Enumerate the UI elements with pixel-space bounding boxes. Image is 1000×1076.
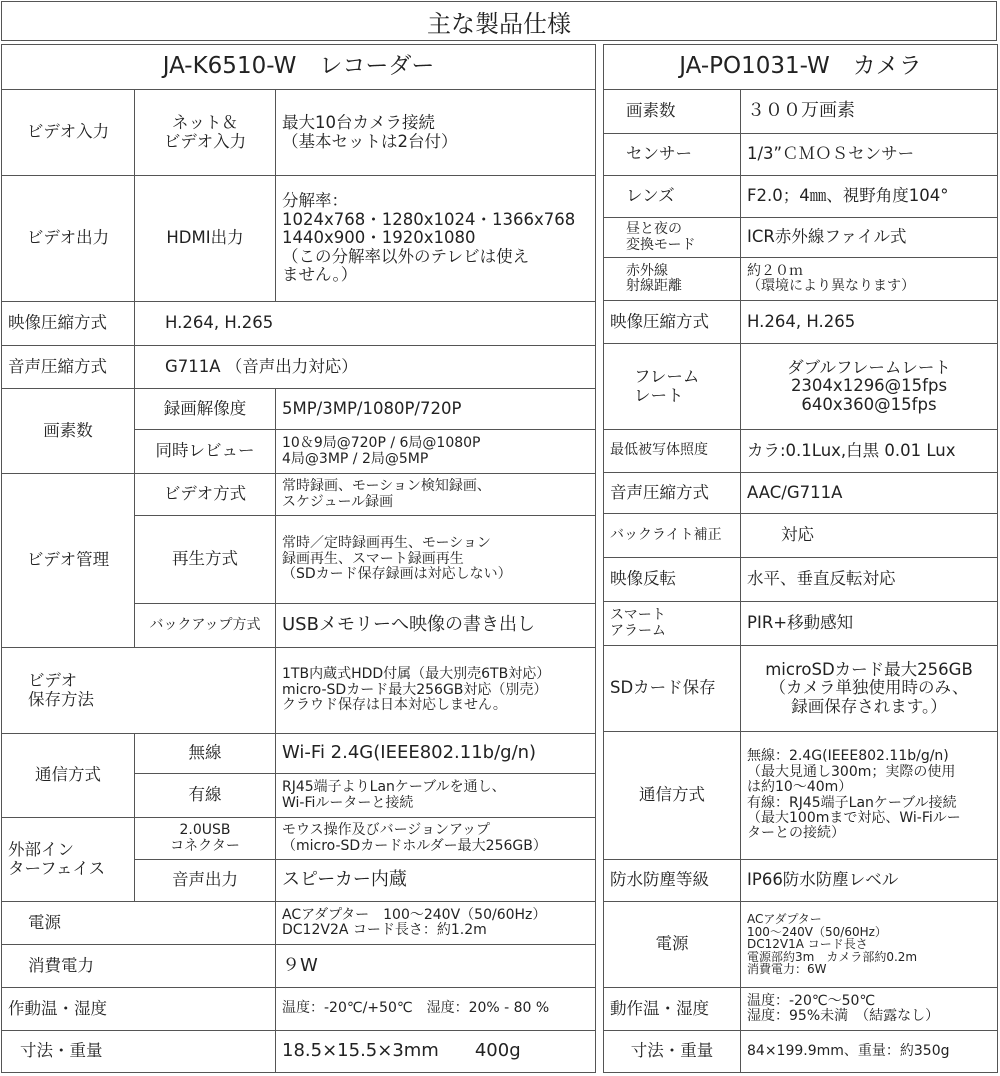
text-line: ビデオ	[28, 671, 78, 691]
cam-value-pixels: ３００万画素	[741, 90, 998, 134]
text-line: 録画再生、スマート録画再生	[282, 550, 464, 567]
cam-value-image-flip: 水平、垂直反転対応	[741, 558, 998, 602]
cam-value-audio-compression: AAC/G711A	[741, 473, 998, 514]
value-power-consumption: ９W	[276, 945, 596, 988]
row-label-communication: 通信方式	[2, 734, 135, 818]
sub-label-wired: 有線	[135, 774, 276, 818]
row-label-video-storage	[2, 648, 276, 734]
text-line: （micro-SDカードホルダー最大256GB）	[282, 837, 547, 854]
row-label-operating-temp: 作動温・湿度	[2, 988, 276, 1031]
value-playback-mode	[276, 516, 596, 604]
text-line: 分解率：	[282, 191, 348, 211]
cam-label-backlight: バックライト補正	[604, 514, 741, 558]
cam-value-waterproof: IP66防水防塵レベル	[741, 860, 998, 902]
row-label-size-weight: 寸法・重量	[2, 1031, 276, 1073]
cam-label-size-weight: 寸法・重量	[604, 1031, 741, 1073]
text-line: レート	[634, 385, 684, 405]
value-video-out	[276, 176, 596, 302]
cam-value-min-illumination: カラ:0.1Lux,白黒 0.01 Lux	[741, 430, 998, 473]
cam-value-sensor: 1/3”ＣＭＯＳセンサー	[741, 134, 998, 176]
cam-value-size-weight: 84×199.9mm、重量：約350g	[741, 1031, 998, 1073]
row-label-audio-compression: 音声圧縮方式	[2, 346, 135, 389]
text-line: 最大10台カメラ接続	[282, 113, 435, 133]
text-line: microSDカード最大256GB	[765, 659, 973, 679]
cam-value-power	[741, 902, 998, 988]
text-line: 常時／定時録画再生、モーション	[282, 535, 491, 552]
text-line: 射線距離	[626, 278, 682, 294]
text-line: ACアダプター	[747, 912, 822, 927]
text-line: スマート	[610, 607, 666, 624]
text-line: 昼と夜の	[626, 221, 682, 238]
value-video-compression: H.264, H.265	[135, 302, 596, 346]
value-rec-resolution: 5MP/3MP/1080P/720P	[276, 389, 596, 430]
sub-label-hdmi: HDMI出力	[135, 176, 276, 302]
cam-value-video-compression: H.264, H.265	[741, 301, 998, 344]
value-wired	[276, 774, 596, 818]
value-size-weight: 18.5×15.5×3mm 400g	[276, 1031, 596, 1073]
cam-label-image-flip: 映像反転	[604, 558, 741, 602]
cam-label-audio-compression: 音声圧縮方式	[604, 473, 741, 514]
text-line: ACアダプター 100～240V（50/60Hz）	[282, 906, 547, 923]
cam-value-smart-alarm: PIR+移動感知	[741, 602, 998, 646]
sub-label-usb-connector	[135, 818, 276, 860]
row-label-video-management: ビデオ管理	[2, 474, 135, 648]
cam-label-frame-rate	[604, 344, 741, 430]
text-line: DC12V1A コード長さ	[747, 937, 868, 952]
text-line: （最大100mまで対応、Wi-Fiルー	[747, 809, 961, 826]
cam-label-communication: 通信方式	[604, 732, 741, 860]
value-audio-output: スピーカー内蔵	[276, 860, 596, 902]
text-line: （この分解率以外のテレビは使え	[282, 246, 530, 266]
cam-label-ir-distance	[604, 258, 741, 301]
sub-label-wireless: 無線	[135, 734, 276, 774]
text-line: DC12V2A コード長さ：約1.2m	[282, 922, 487, 938]
sub-label-rec-resolution: 録画解像度	[135, 389, 276, 430]
text-line: 100～240V（50/60Hz）	[747, 924, 887, 939]
cam-value-backlight: 対応	[741, 514, 998, 558]
text-line: 2.0USB	[179, 822, 231, 839]
row-label-power: 電源	[2, 902, 276, 945]
text-line: 温度：-20℃～50℃	[747, 992, 876, 1009]
text-line: 電源部約3m カメラ部約0.2m	[747, 949, 918, 964]
sub-label-audio-output: 音声出力	[135, 860, 276, 902]
text-line: 有線：RJ45端子Lanケーブル接続	[747, 794, 957, 811]
text-line: コネクター	[170, 837, 240, 854]
text-line: 10＆9局@720P / 6局@1080P	[282, 435, 481, 452]
value-wireless: Wi-Fi 2.4G(IEEE802.11b/g/n)	[276, 734, 596, 774]
row-label-pixels: 画素数	[2, 389, 135, 474]
text-line: 4局@3MP / 2局@5MP	[282, 450, 429, 467]
text-line: 約２０ｍ	[747, 262, 803, 279]
row-label-external-interface	[2, 818, 135, 902]
camera-spec-table	[603, 44, 998, 1073]
cam-label-sensor: センサー	[604, 134, 741, 176]
value-simultaneous-review	[276, 430, 596, 474]
value-video-storage	[276, 648, 596, 734]
text-line: （カメラ単独使用時のみ、	[769, 678, 969, 698]
cam-value-operating-temp	[741, 988, 998, 1031]
text-line: 保存方法	[28, 689, 94, 709]
text-line: スケジュール録画	[282, 493, 394, 510]
text-line: 無線：2.4G(IEEE802.11b/g/n)	[747, 748, 949, 765]
cam-label-operating-temp: 動作温・湿度	[604, 988, 741, 1031]
cam-label-power: 電源	[604, 902, 741, 988]
text-line: （基本セットは2台付）	[282, 131, 458, 151]
text-line: 常時録画、モーション検知録画、	[282, 478, 491, 495]
row-label-video-in: ビデオ入力	[2, 90, 135, 176]
text-line: フレーム	[634, 367, 700, 387]
text-line: 録画保存されます。）	[791, 696, 947, 716]
cam-label-waterproof: 防水防塵等級	[604, 860, 741, 902]
value-backup-mode: USBメモリーへ映像の書き出し	[276, 604, 596, 648]
value-audio-compression: G711A （音声出力対応）	[135, 346, 596, 389]
text-line: クラウド保存は日本対応しません。	[282, 697, 507, 714]
cam-value-communication	[741, 732, 998, 860]
text-line: Wi-Fiルーターと接続	[282, 794, 414, 811]
cam-label-video-compression: 映像圧縮方式	[604, 301, 741, 344]
text-line: ビデオ入力	[163, 131, 247, 151]
sub-label-backup-mode: バックアップ方式	[135, 604, 276, 648]
value-video-in	[276, 90, 596, 176]
text-line: micro-SDカード最大256GB対応（別売）	[282, 681, 548, 698]
text-line: 変換モード	[626, 236, 696, 253]
cam-label-pixels: 画素数	[604, 90, 741, 134]
row-label-video-out: ビデオ出力	[2, 176, 135, 302]
text-line: ネット＆	[172, 113, 238, 133]
text-line: 湿度：95%未満 （結露なし）	[747, 1008, 940, 1024]
text-line: モウス操作及びバージョンアップ	[282, 822, 491, 839]
sub-label-video-mode: ビデオ方式	[135, 474, 276, 516]
text-line: 640x360@15fps	[801, 394, 937, 414]
cam-label-smart-alarm	[604, 602, 741, 646]
text-line: ません。）	[282, 265, 358, 285]
cam-label-day-night	[604, 218, 741, 258]
value-video-mode	[276, 474, 596, 516]
text-line: （最大見通し300m；実際の使用	[747, 763, 956, 780]
cam-value-sd-storage	[741, 646, 998, 732]
text-line: 消費電力：6W	[747, 962, 827, 977]
text-line: は約10～40m）	[747, 779, 853, 796]
page-title: 主な製品仕様	[1, 1, 997, 41]
text-line: アラーム	[610, 622, 666, 639]
text-line: ターフェイス	[8, 858, 106, 878]
text-line: ターとの接続）	[747, 825, 845, 842]
sub-label-simultaneous-review: 同時レビュー	[135, 430, 276, 474]
sub-label-playback-mode: 再生方式	[135, 516, 276, 604]
text-line: 外部イン	[8, 840, 74, 860]
row-label-video-compression: 映像圧縮方式	[2, 302, 135, 346]
cam-value-frame-rate	[741, 344, 998, 430]
text-line: RJ45端子よりLanケーブルを通し、	[282, 779, 506, 796]
text-line: 赤外線	[626, 262, 668, 279]
cam-label-sd-storage: SDカード保存	[604, 646, 741, 732]
cam-value-lens: F2.0；4㎜、視野角度104°	[741, 176, 998, 218]
row-label-power-consumption: 消費電力	[2, 945, 276, 988]
value-power	[276, 902, 596, 945]
text-line: （SDカード保存録画は対応しない）	[282, 566, 512, 583]
text-line: 2304x1296@15fps	[790, 376, 948, 396]
recorder-spec-table	[1, 44, 596, 1073]
value-usb-connector	[276, 818, 596, 860]
sub-label-net-video-in	[135, 90, 276, 176]
camera-header: JA-PO1031-W カメラ	[604, 45, 998, 90]
text-line: 1024x768・1280x1024・1366x768	[282, 209, 576, 229]
text-line: 1TB内蔵式HDD付属（最大別売6TB対応）	[282, 666, 551, 683]
text-line: 1440x900・1920x1080	[282, 228, 476, 248]
text-line: （環境により異なります）	[747, 278, 915, 294]
cam-label-min-illumination: 最低被写体照度	[604, 430, 741, 473]
cam-value-day-night: ICR赤外線ファイル式	[741, 218, 998, 258]
text-line: ダブルフレームレート	[787, 357, 951, 377]
cam-value-ir-distance	[741, 258, 998, 301]
recorder-header: JA-K6510-W レコーダー	[2, 45, 596, 90]
value-operating-temp: 温度：-20℃/+50℃ 湿度：20% - 80 %	[276, 988, 596, 1031]
cam-label-lens: レンズ	[604, 176, 741, 218]
